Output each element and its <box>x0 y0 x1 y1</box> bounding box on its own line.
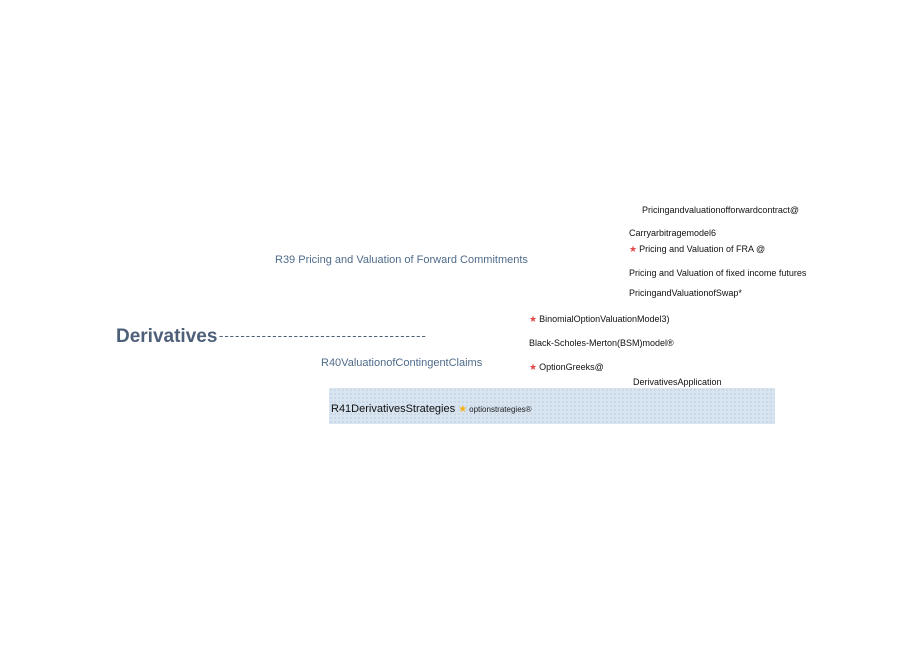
star-icon: ★ <box>529 362 538 372</box>
root-connector: --------------------------------------- <box>219 328 427 343</box>
leaf-binomial-label: BinomialOptionValuationModel3) <box>539 314 670 324</box>
derivatives-application-label: DerivativesApplication <box>633 377 722 387</box>
star-icon: ★ <box>629 244 638 254</box>
star-icon: ★ <box>529 314 538 324</box>
leaf-bsm: Black-Scholes-Merton(BSM)model® <box>529 338 674 348</box>
branch-r41-sublabel: optionstrategies® <box>469 405 532 414</box>
star-icon: ★ <box>458 404 468 415</box>
leaf-fra <box>629 244 765 255</box>
root-title: Derivatives <box>116 326 218 347</box>
leaf-carry-arbitrage: Carryarbitragemodel6 <box>629 228 717 238</box>
leaf-fixed-income-futures: Pricing and Valuation of fixed income futures <box>629 268 807 278</box>
leaf-fra-label: Pricing and Valuation of FRA @ <box>639 244 766 254</box>
branch-r41 <box>331 403 532 415</box>
leaf-forward-contract: Pricingandvaluationofforwardcontract@ <box>642 205 800 215</box>
branch-r39-label: R39 Pricing and Valuation of Forward Commitments <box>275 254 528 266</box>
leaf-swap: PricingandValuationofSwap* <box>629 288 742 298</box>
leaf-binomial <box>529 314 670 325</box>
leaf-greeks-label: OptionGreeks@ <box>539 362 604 372</box>
branch-r41-label: R41DerivativesStrategies <box>331 403 456 415</box>
branch-r40-label: R40ValuationofContingentClaims <box>321 357 483 369</box>
leaf-greeks <box>529 362 604 373</box>
